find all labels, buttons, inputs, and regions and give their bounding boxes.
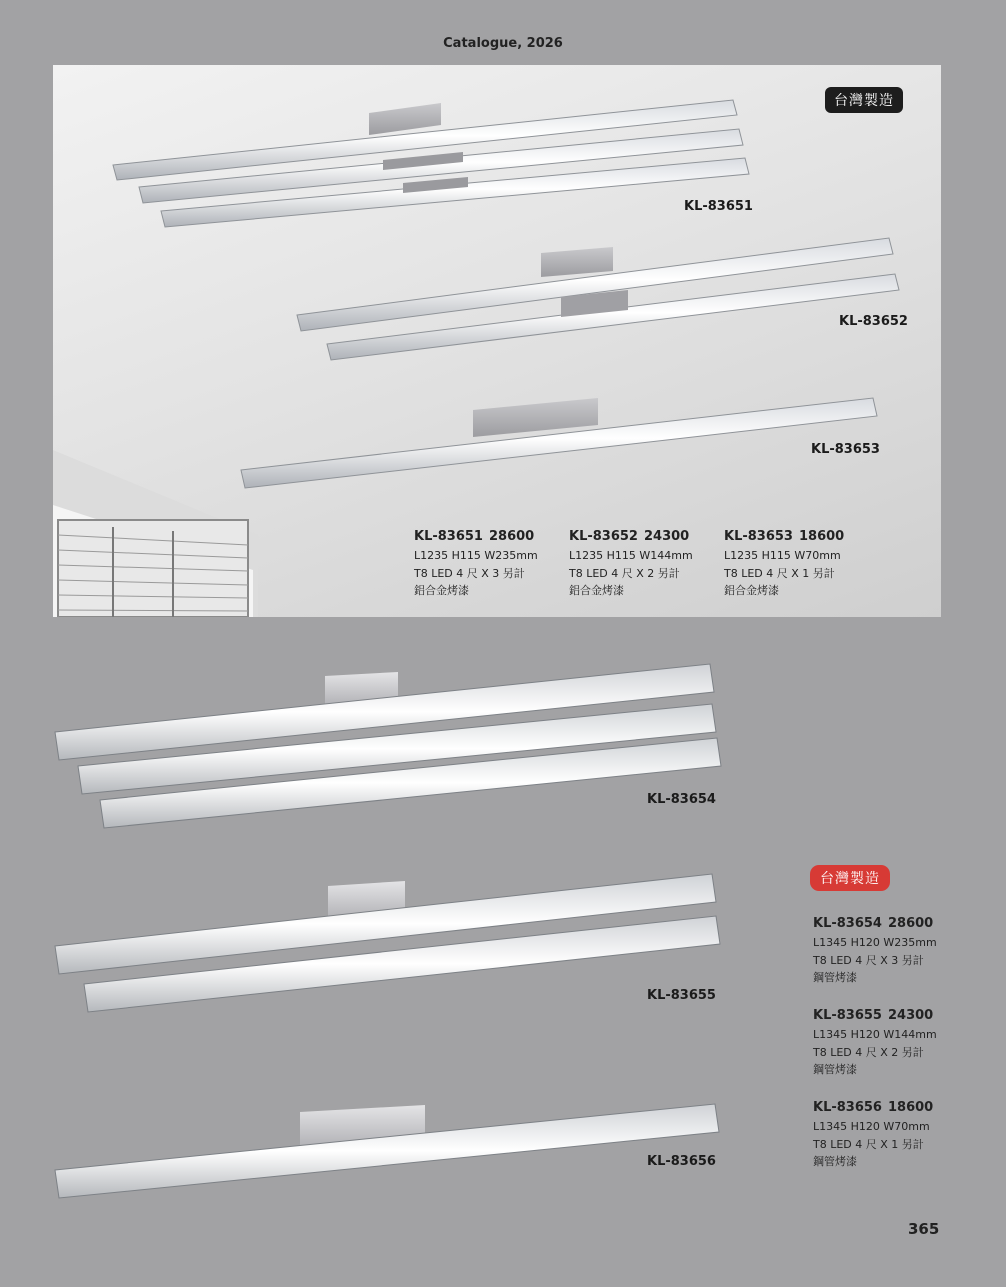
spec-code: KL-83651 (414, 529, 483, 544)
spec-lamp: T8 LED 4 尺 X 2 另計 (813, 1045, 924, 1059)
product-label-kl-83656: KL-83656 (647, 1154, 716, 1169)
spec-block-kl-83655 (813, 1006, 937, 1079)
spec-price: 18600 (798, 529, 845, 544)
spec-code: KL-83652 (569, 529, 638, 544)
spec-dimensions: L1235 H115 W144mm (569, 549, 693, 562)
fixture-kl-83655 (55, 874, 720, 1012)
made-in-taiwan-badge-red: 台灣製造 (810, 865, 890, 891)
page-number: 365 (908, 1220, 940, 1238)
spec-lamp: T8 LED 4 尺 X 1 另計 (813, 1137, 924, 1151)
made-in-taiwan-badge: 台灣製造 (825, 87, 903, 113)
spec-lamp: T8 LED 4 尺 X 2 另計 (569, 566, 680, 580)
photo-label-kl-83652: KL-83652 (839, 314, 908, 329)
spec-lamp: T8 LED 4 尺 X 1 另計 (724, 566, 835, 580)
spec-material: 鋼管烤漆 (813, 971, 857, 984)
spec-material: 鋼管烤漆 (813, 1155, 857, 1168)
spec-material: 鋁合金烤漆 (724, 584, 779, 597)
spec-dimensions: L1345 H120 W144mm (813, 1028, 937, 1041)
spec-dimensions: L1235 H115 W70mm (724, 549, 841, 562)
spec-price: 18600 (887, 1100, 934, 1115)
photo-label-kl-83653: KL-83653 (811, 442, 880, 457)
spec-dimensions: L1345 H120 W235mm (813, 936, 937, 949)
spec-code: KL-83656 (813, 1100, 882, 1115)
spec-code: KL-83653 (724, 529, 793, 544)
spec-material: 鋼管烤漆 (813, 1063, 857, 1076)
spec-block-kl-83656 (813, 1098, 933, 1171)
spec-price: 28600 (488, 529, 535, 544)
spec-price: 24300 (643, 529, 690, 544)
product-label-kl-83655: KL-83655 (647, 988, 716, 1003)
spec-code: KL-83654 (813, 916, 882, 931)
spec-code: KL-83655 (813, 1008, 882, 1023)
photo-label-kl-83651: KL-83651 (684, 199, 753, 214)
spec-price: 28600 (887, 916, 934, 931)
spec-dimensions: L1235 H115 W235mm (414, 549, 538, 562)
catalogue-header: Catalogue, 2026 (443, 36, 563, 51)
spec-lamp: T8 LED 4 尺 X 3 另計 (813, 953, 924, 967)
spec-lamp: T8 LED 4 尺 X 3 另計 (414, 566, 525, 580)
fixture-kl-83654 (55, 664, 721, 828)
spec-block-kl-83654 (813, 914, 937, 987)
spec-material: 鋁合金烤漆 (414, 584, 469, 597)
spec-material: 鋁合金烤漆 (569, 584, 624, 597)
spec-dimensions: L1345 H120 W70mm (813, 1120, 930, 1133)
spec-price: 24300 (887, 1008, 934, 1023)
fixture-kl-83656 (55, 1104, 719, 1198)
product-label-kl-83654: KL-83654 (647, 792, 716, 807)
